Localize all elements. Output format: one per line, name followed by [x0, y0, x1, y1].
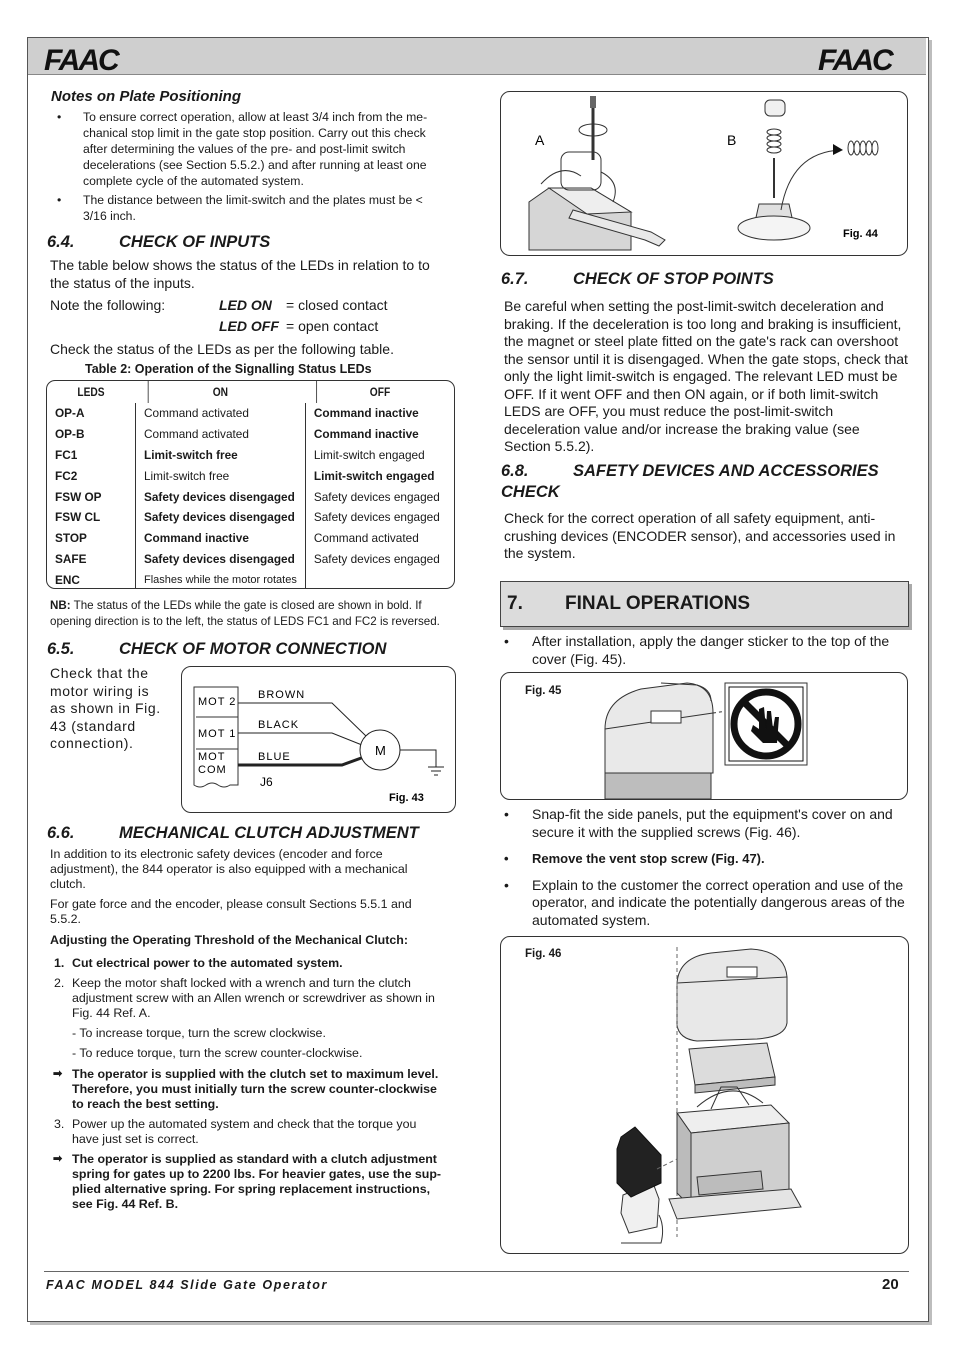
faac-logo-right: FAAC [818, 44, 892, 77]
final-bullet-2: • Snap-fit the side panels, put the equipment's cover on and secure it with the supplied screws (Fig. 46). [500, 806, 906, 841]
led-table [47, 381, 454, 589]
clutch-steps [50, 956, 445, 1021]
mot2-label: MOT 2 [198, 696, 237, 708]
motor-wiring-diagram [182, 667, 455, 812]
step-number: 2. [54, 976, 65, 990]
table-caption: Table 2: Operation of the Signalling Status LEDs [85, 362, 372, 376]
section-title: CHECK OF INPUTS [119, 233, 271, 251]
fig-46-box [500, 936, 909, 1254]
led-off-desc: = open contact [286, 318, 379, 334]
led-on-desc: = closed contact [286, 297, 388, 313]
brown-wire-label: BROWN [258, 689, 306, 701]
fig-45-box [500, 672, 908, 800]
led-name: OP-B [55, 427, 85, 442]
off-status [305, 569, 454, 589]
nb-note [50, 598, 455, 629]
on-status: Safety devices disengaged [135, 549, 305, 570]
on-status: Limit-switch free [135, 445, 305, 466]
stop-points-text: Be careful when setting the post-limit-switch deceleration and braking. If the deceleration is too long and braking is insufficient, the magnet or steel plate fitted on the gate's rack can overshoot the sensor until it is disengaged. When the gate stops, check that only the light limit-switch is engaged. The relevant LED must be OFF. If it went OFF and then ON again, or if both limit-switch LEDS are OFF, you must reduce the post-limit-switch deceleration value and/or increase the braking value (see Section 5.5.2). [504, 298, 908, 454]
table-row [47, 403, 454, 424]
header-bar [28, 38, 926, 75]
clutch-section-body [50, 847, 445, 1217]
off-status: Command inactive [305, 424, 454, 445]
section-number: 7. [507, 593, 523, 614]
section-6-6-heading [47, 824, 419, 843]
table-row [47, 445, 454, 466]
clutch-steps-cont [50, 1117, 445, 1147]
table-row [47, 465, 454, 486]
clutch-adjust-title: Adjusting the Operating Threshold of the Mechanical Clutch: [50, 933, 408, 947]
led-on-label: LED ON [219, 297, 272, 313]
section-title-cont: CHECK [501, 483, 560, 501]
step-text: Cut electrical power to the automated system. [72, 956, 343, 970]
on-status: Safety devices disengaged [135, 486, 305, 507]
step-number: 3. [54, 1117, 65, 1131]
header-off: OFF [316, 381, 443, 403]
off-status: Safety devices engaged [305, 507, 454, 528]
section-title: MECHANICAL CLUTCH ADJUSTMENT [119, 824, 419, 842]
final-ops-list-2 [500, 806, 906, 932]
com-label: COM [198, 764, 227, 776]
danger-sticker-illustration [501, 673, 907, 799]
led-name: FC1 [55, 447, 78, 462]
off-status: Command inactive [305, 403, 454, 424]
section-number: 6.5. [47, 640, 75, 658]
off-status: Command activated [305, 528, 454, 549]
section-number: 6.8. [501, 462, 529, 480]
inputs-intro: The table below shows the status of the LEDs in relation to to the status of the inputs. [50, 257, 430, 291]
mot-label: MOT [198, 751, 226, 763]
final-ops-list-1 [500, 633, 906, 671]
torque-increase: - To increase torque, turn the screw clockwise. [72, 1026, 326, 1040]
table-row [47, 507, 454, 528]
cover-assembly-illustration [501, 937, 908, 1253]
ref-b-label: B [727, 132, 737, 148]
clutch-warning-text: ➡ The operator is supplied as standard with a clutch adjustment spring for gates up to 2200 lbs. For heavier gates, use the sup-plied alternative spring. For spring replacement instructions, see Fig. 44 Ref. B. [50, 1152, 445, 1212]
clutch-step-1 [50, 956, 445, 971]
led-name: OP-A [55, 406, 85, 421]
fig-44-label: Fig. 44 [843, 228, 878, 240]
ref-a-label: A [535, 132, 545, 148]
section-6-7-heading [501, 270, 774, 289]
table-row [47, 528, 454, 549]
page-number: 20 [882, 1276, 899, 1293]
j6-label: J6 [260, 775, 273, 789]
led-name: SAFE [55, 551, 87, 566]
header-on: ON [148, 381, 292, 403]
mot1-label: MOT 1 [198, 728, 237, 740]
on-status: Safety devices disengaged [135, 507, 305, 528]
clutch-step-2 [50, 976, 445, 1021]
on-status: Command activated [135, 424, 305, 445]
clutch-warning-1 [50, 1067, 445, 1112]
clutch-adjustment-illustration [501, 92, 907, 255]
off-status: Limit-switch engaged [305, 445, 454, 466]
torque-reduce: - To reduce torque, turn the screw counter-clockwise. [72, 1046, 363, 1060]
final-bullet-1: • After installation, apply the danger sticker to the top of the cover (Fig. 45). [500, 633, 906, 668]
safety-check-text: Check for the correct operation of all safety equipment, anti-crushing devices (ENCODER sensor), and accessories used in the system. [504, 510, 896, 561]
note-label: Note the following: [50, 297, 166, 313]
led-name: STOP [55, 531, 87, 546]
motor-m-label: M [375, 743, 386, 758]
section-7-heading [500, 581, 909, 627]
led-name: FC2 [55, 468, 78, 483]
clutch-intro: In addition to its electronic safety devices (encoder and force adjustment), the 844 operator is also equipped with a mechanical clutch. [50, 847, 408, 891]
on-status: Flashes while the motor rotates [135, 569, 305, 589]
step-text: Power up the automated system and check that the torque you have just set is correct. [72, 1117, 417, 1146]
led-name: FSW OP [55, 489, 102, 504]
section-title: FINAL OPERATIONS [565, 593, 751, 614]
motor-connection-text: Check that the motor wiring is as shown in Fig. 43 (standard connection). [50, 665, 161, 751]
header-leds: LEDS [77, 385, 105, 399]
step-number: 1. [54, 956, 65, 970]
led-name: FSW CL [55, 510, 101, 525]
clutch-warning-text: ➡ The operator is supplied with the clutch set to maximum level. Therefore, you must initially turn the screw counter-clockwise to reach the best setting. [50, 1067, 445, 1112]
section-6-8-heading [501, 461, 879, 503]
section-number: 6.7. [501, 270, 529, 288]
led-name: ENC [55, 572, 80, 587]
clutch-step-3 [50, 1117, 445, 1147]
notes-bullet-2: • The distance between the limit-switch and the plates must be < 3/16 inch. [51, 192, 449, 224]
led-off-label: LED OFF [219, 318, 279, 334]
final-bullet-4: • Explain to the customer the correct operation and use of the operator, and indicate the potentially dangerous areas of the automated system. [500, 877, 906, 930]
fig-44-box [500, 91, 908, 256]
check-instructions: Check the status of the LEDs as per the following table. [50, 341, 394, 357]
section-number: 6.4. [47, 233, 75, 251]
off-status: Limit-switch engaged [305, 465, 454, 486]
blue-wire-label: BLUE [258, 751, 291, 763]
footer-divider [44, 1271, 909, 1272]
off-status: Safety devices engaged [305, 549, 454, 570]
fig-43-box [181, 666, 456, 813]
faac-logo-left: FAAC [44, 44, 118, 77]
notes-title: Notes on Plate Positioning [51, 88, 242, 105]
on-status: Command inactive [135, 528, 305, 549]
final-bullet-3: • Remove the vent stop screw (Fig. 47). [500, 850, 906, 868]
nb-label: NB: [50, 599, 71, 612]
notes-bullet-1: • To ensure correct operation, allow at least 3/4 inch from the me-chanical stop limit in the gate stop position. Carry out this check after determining the values of the pre- and post-limit switch decelerations (see Section 5.5.2.) and after running at least one complete cycle of the automated system. [51, 109, 449, 189]
section-6-5-heading [47, 640, 386, 659]
section-title: CHECK OF STOP POINTS [573, 270, 774, 288]
section-number: 6.6. [47, 824, 75, 842]
notes-list [51, 109, 449, 227]
fig-43-label: Fig. 43 [389, 792, 424, 804]
table-row [47, 486, 454, 507]
table-row [47, 424, 454, 445]
on-status: Command activated [135, 403, 305, 424]
led-status-table [46, 380, 455, 589]
black-wire-label: BLACK [258, 719, 300, 731]
table-row [47, 569, 454, 589]
footer-model: FAAC MODEL 844 Slide Gate Operator [46, 1278, 329, 1292]
table-header-row [47, 381, 454, 403]
nb-text: The status of the LEDs while the gate is closed are shown in bold. If opening direction is to the left, the status of LEDS FC1 and FC2 is reversed. [50, 599, 440, 628]
on-status: Limit-switch free [135, 465, 305, 486]
section-6-4-heading [47, 233, 270, 252]
fig-45-label: Fig. 45 [525, 685, 562, 697]
clutch-force-ref: For gate force and the encoder, please consult Sections 5.5.1 and 5.5.2. [50, 897, 412, 926]
step-text: Keep the motor shaft locked with a wrench and turn the clutch adjustment screw with an Allen wrench or screwdriver as shown in Fig. 44 Ref. A. [72, 976, 435, 1020]
section-title: SAFETY DEVICES AND ACCESSORIES [573, 462, 879, 480]
section-title: CHECK OF MOTOR CONNECTION [119, 640, 387, 658]
table-row [47, 549, 454, 570]
fig-46-label: Fig. 46 [525, 948, 562, 960]
clutch-warning-2 [50, 1152, 445, 1212]
off-status: Safety devices engaged [305, 486, 454, 507]
